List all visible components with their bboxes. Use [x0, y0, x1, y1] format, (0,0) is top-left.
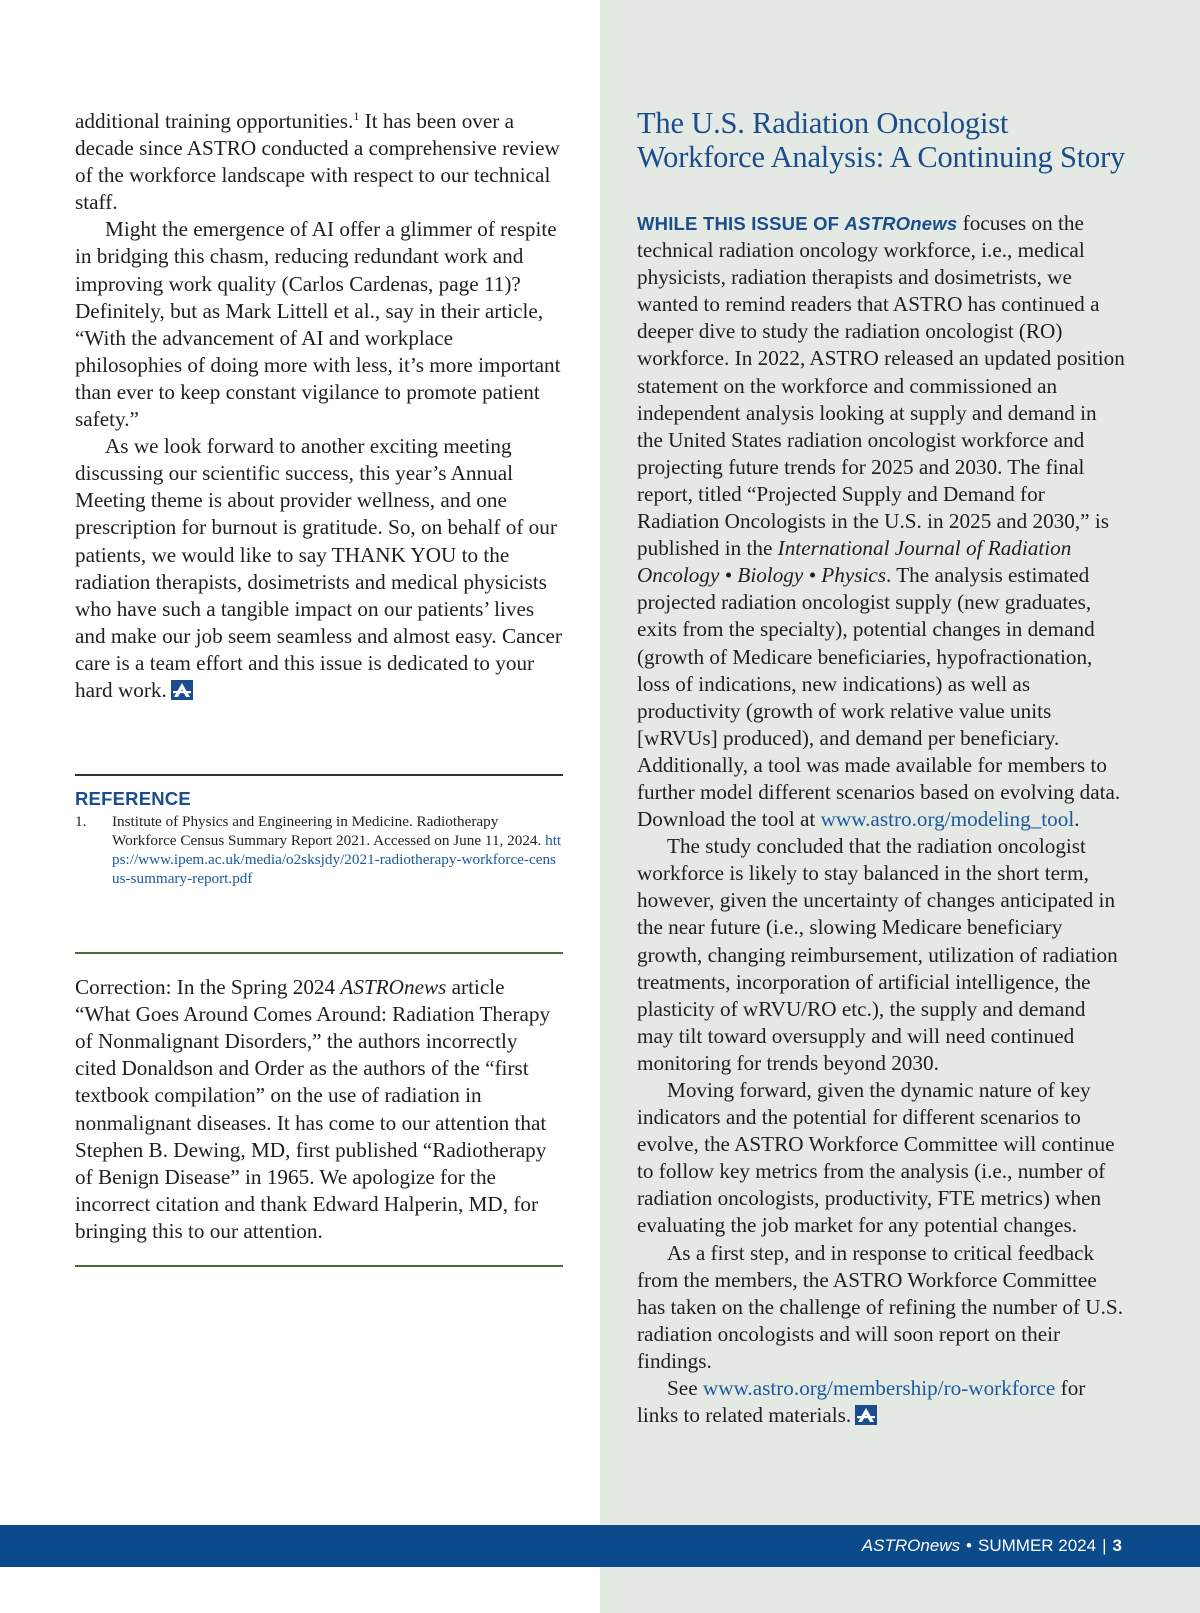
lead-in: WHILE THIS ISSUE OF ASTROnews: [637, 213, 958, 234]
sidebar-paragraph-4: As a first step, and in response to critical feedback from the members, the ASTRO Workforce Committee has taken on the challenge of refining the number of U.S. radiation oncologists and will soon report on their findings.: [637, 1240, 1123, 1373]
paragraph-3: As we look forward to another exciting meeting discussing our scientific success, this year’s Annual Meeting theme is about provider wellness, and one prescription for burnout is gratitude. So, on behalf of our patients, we would like to say THANK YOU to the radiation therapists, dosimetrists and medical physicists who have such a tangible impact on our patients’ lives and make our job seem seamless and almost easy. Cancer care is a team effort and this issue is dedicated to your hard work.: [75, 434, 562, 702]
correction-bottom-rule: [75, 1265, 563, 1267]
footer-bar: [0, 1525, 1200, 1567]
astro-logo-icon: [855, 1405, 877, 1425]
sidebar-column: [637, 106, 1127, 1429]
main-column: [75, 108, 563, 1267]
correction-paragraph: Correction: In the Spring 2024 ASTROnews article “What Goes Around Comes Around: Radiation Therapy of Nonmalignant Disorders,” the authors incorrectly cited Donaldson and Order as the authors of the “first textbook compilation” on the use of radiation in nonmalignant diseases. It has come to our attention that Stephen B. Dewing, MD, first published “Radiotherapy of Benign Disease” in 1965. We apologize for the incorrect citation and thank Edward Halperin, MD, for bringing this to our attention.: [75, 975, 551, 1243]
reference-number: 1.: [75, 813, 87, 831]
footer-publication: ASTROnews: [861, 1536, 961, 1555]
journal-title: International Journal of Radiation Oncology • Biology • Physics: [637, 536, 1072, 588]
reference-heading: REFERENCE: [75, 788, 191, 810]
footer-issue: SUMMER 2024: [978, 1536, 1097, 1555]
sidebar-title: The U.S. Radiation Oncologist Workforce Analysis: A Continuing Story: [637, 106, 1126, 174]
footnote-marker[interactable]: 1: [353, 108, 360, 123]
page-number: 3: [1112, 1536, 1122, 1555]
reference-link[interactable]: https://www.ipem.ac.uk/media/o2sksjdy/2021-radiotherapy-workforce-census-summary-report.pdf: [112, 832, 562, 888]
sidebar-paragraph-5: See www.astro.org/membership/ro-workforce for links to related materials.: [637, 1376, 1086, 1428]
reference-text: Institute of Physics and Engineering in Medicine. Radiotherapy Workforce Census Summary Report 2021. Accessed on June 11, 2024.: [112, 813, 546, 850]
reference-top-rule: [75, 774, 563, 776]
ro-workforce-link[interactable]: www.astro.org/membership/ro-workforce: [702, 1376, 1056, 1401]
footer-divider: |: [1102, 1536, 1107, 1555]
paragraph-1: additional training opportunities.$^1$ It has been over a decade since ASTRO conducted a comprehensive review of the workforce landscape with respect to our technical staff.: [75, 108, 560, 215]
reference-item: [75, 812, 563, 888]
footer-info: [862, 1535, 1122, 1557]
sidebar-paragraph-1: WHILE THIS ISSUE OF ASTROnews focuses on the technical radiation oncology workforce, i.e., medical physicists, radiation therapists and dosimetrists, we wanted to remind readers that ASTRO has continued a deeper dive to study the radiation oncologist (RO) workforce. In 2022, ASTRO released an updated position statement on the workforce and commissioned an independent analysis looking at supply and demand in the United States radiation oncologist workforce and projecting future trends for 2025 and 2030. The final report, titled “Projected Supply and Demand for Radiation Oncologists in the U.S. in 2025 and 2030,” is published in the International Journal of Radiation Oncology • Biology • Physics. The analysis estimated projected radiation oncologist supply (new graduates, exits from the specialty), potential changes in demand (growth of Medicare beneficiaries, hypofractionation, loss of indications, new indications) as well as productivity (growth of work relative value units [wRVUs] produced), and demand per beneficiary. Additionally, a tool was made available for members to further model different scenarios based on evolving data. Download the tool at www.astro.org/modeling_tool.: [637, 211, 1125, 832]
astro-logo-icon: [171, 680, 193, 700]
modeling-tool-link[interactable]: www.astro.org/modeling_tool: [820, 807, 1075, 832]
sidebar-paragraph-2: The study concluded that the radiation oncologist workforce is likely to stay balanced in the short term, however, given the uncertainty of changes anticipated in the near future (i.e., slowing Medicare beneficiary growth, changing reimbursement, utilization of radiation treatments, incorporation of artificial intelligence, the plasticity of wRVU/RO etc.), the supply and demand may tilt toward oversupply and will need continued monitoring for trends beyond 2030.: [637, 834, 1118, 1075]
sidebar-paragraph-3: Moving forward, given the dynamic nature of key indicators and the potential for different scenarios to evolve, the ASTRO Workforce Committee will continue to follow key metrics from the analysis (i.e., number of radiation oncologists, productivity, FTE metrics) when evaluating the job market for any potential changes.: [637, 1078, 1115, 1238]
footer-bullet: •: [966, 1536, 972, 1555]
paragraph-2: Might the emergence of AI offer a glimmer of respite in bridging this chasm, reducing redundant work and improving work quality (Carlos Cardenas, page 11)? Definitely, but as Mark Littell et al., say in their article, “With the advancement of AI and workplace philosophies of doing more with less, it’s more important than ever to keep constant vigilance to promote patient safety.”: [75, 217, 561, 432]
